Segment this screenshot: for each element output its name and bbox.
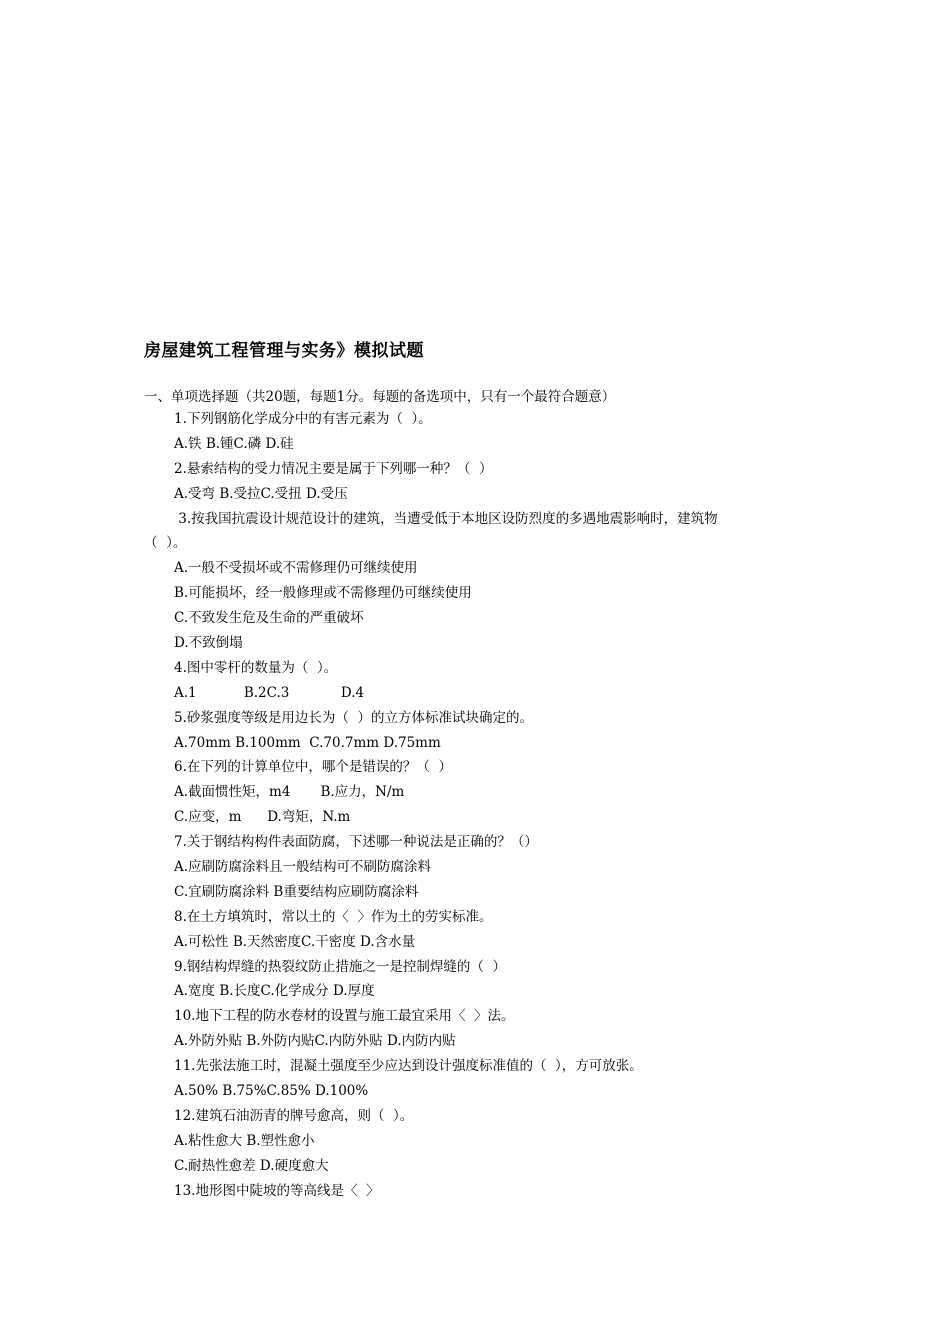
question-line: C.应变，m D.弯矩，N.m	[174, 809, 351, 826]
question-line: 13.地形图中陡坡的等高线是〈 〉	[174, 1182, 380, 1199]
question-line: A.受弯 B.受拉C.受扭 D.受压	[174, 485, 348, 502]
question-line: A.外防外贴 B.外防内贴C.内防外贴 D.内防内贴	[174, 1033, 456, 1050]
question-line: C.耐热性愈差 D.硬度愈大	[174, 1157, 329, 1174]
question-line: 9.钢结构焊缝的热裂纹防止措施之一是控制焊缝的（ ）	[174, 958, 506, 975]
question-line: 2.悬索结构的受力情况主要是属于下列哪一种？（ ）	[174, 460, 493, 477]
question-line: 7.关于钢结构构件表面防腐，下述哪一种说法是正确的？（）	[174, 834, 538, 851]
document-title: 房屋建筑工程管理与实务》模拟试题	[144, 341, 424, 361]
question-line: A.1 B.2C.3 D.4	[174, 684, 365, 701]
question-line: A.粘性愈大 B.塑性愈小	[174, 1132, 315, 1149]
question-line: 5.砂浆强度等级是用边长为（ ）的立方体标准试块确定的。	[174, 709, 533, 726]
question-line: 6.在下列的计算单位中，哪个是错误的？（ ）	[174, 759, 452, 776]
question-line: B.可能损坏，经一般修理或不需修理仍可继续使用	[174, 585, 472, 602]
question-line: D.不致倒塌	[174, 635, 243, 652]
question-line: A.截面惯性矩，m4 B.应力，N/m	[174, 784, 405, 801]
question-line: 10.地下工程的防水卷材的设置与施工最宜采用〈 〉法。	[174, 1008, 515, 1025]
question-line: 12.建筑石油沥青的牌号愈高，则（ ）。	[174, 1107, 414, 1124]
question-line: A.铁 B.锺C.磷 D.硅	[174, 435, 294, 452]
question-line: A.可松性 B.天然密度C.干密度 D.含水量	[174, 933, 416, 950]
question-line: C.宜刷防腐涂料 B重要结构应刷防腐涂料	[174, 883, 419, 900]
question-line: （ ）。	[144, 535, 187, 552]
question-line: 11.先张法施工时，混凝土强度至少应达到设计强度标准值的（ ），方可放张。	[174, 1058, 643, 1075]
section-heading: 一、单项选择题（共20题，每题1分。每题的备选项中，只有一个最符合题意）	[144, 389, 616, 405]
question-line: 3.按我国抗震设计规范设计的建筑，当遭受低于本地区设防烈度的多遇地震影响时，建筑物	[174, 510, 718, 527]
question-line: 8.在土方填筑时，常以土的〈 〉作为土的劳实标准。	[174, 908, 493, 925]
question-line: A.70mm B.100mm C.70.7mm D.75mm	[174, 734, 441, 751]
question-line: C.不致发生危及生命的严重破坏	[174, 610, 364, 627]
question-line: A.50% B.75%C.85% D.100%	[174, 1083, 369, 1100]
question-list	[144, 407, 814, 1204]
question-line: 4.图中零杆的数量为（ ）。	[174, 659, 338, 676]
question-line: A.应刷防腐涂料且一般结构可不刷防腐涂料	[174, 859, 432, 876]
question-line: A.一般不受损坏或不需修理仍可继续使用	[174, 560, 418, 577]
question-line: 1.下列钢筋化学成分中的有害元素为（ ）。	[174, 411, 432, 427]
question-line: A.宽度 B.长度C.化学成分 D.厚度	[174, 983, 375, 1000]
